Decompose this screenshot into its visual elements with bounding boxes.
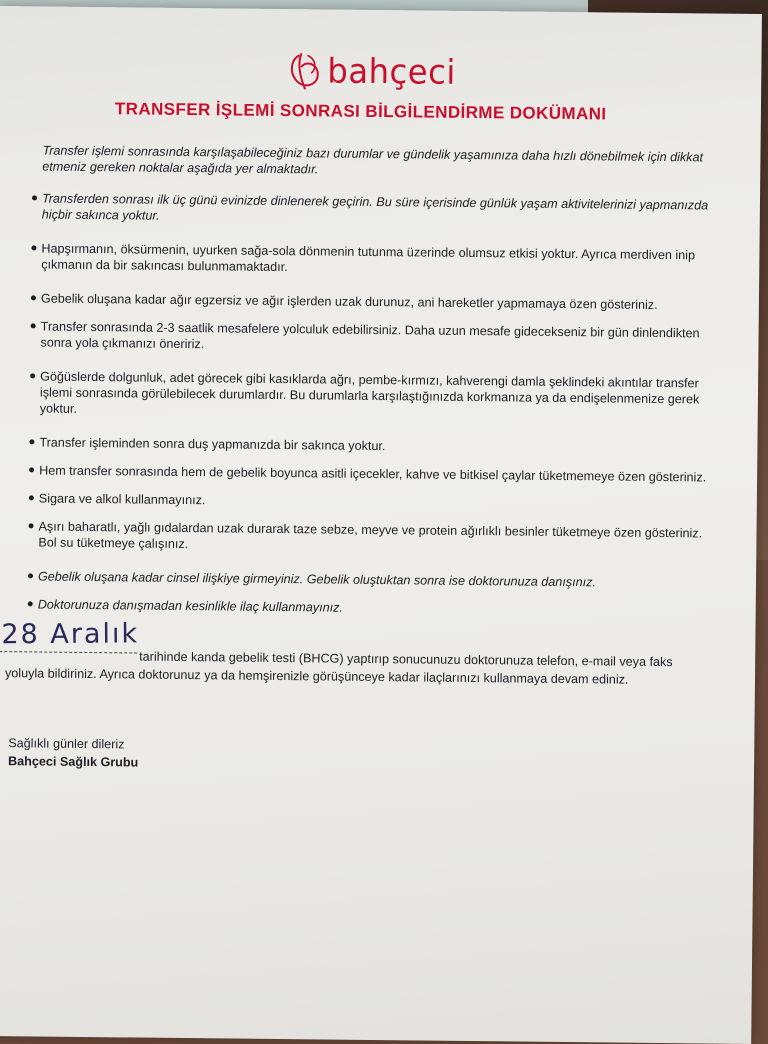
instruction-list (38, 190, 722, 619)
list-item-text: Gebelik oluşana kadar ağır egzersiz ve ağır işlerden uzak durunuz, ani hareketler yapmamaya özen gösteriniz. (40, 291, 658, 312)
list-item (40, 368, 720, 423)
greeting: Sağlıklı günler dileriz (8, 736, 125, 752)
document-body (38, 142, 723, 631)
list-item (39, 434, 719, 457)
list-item-text: Aşırı baharatlı, yağlı gıdalardan uzak durarak taze sebze, meyve ve protein ağırlıklı besinler tüketmeye özen gösteriniz. Bol su tüketmeye çalışınız. (38, 519, 703, 552)
closing-block (8, 734, 139, 771)
list-item (41, 290, 721, 313)
test-sentence: tarihinde kanda gebelik testi (BHCG) yaptırıp sonucunuzu doktorunuza telefon, e-mail veya faks yoluyla bildiriniz. Ayrıca doktorunuz ya da hemşirenizle görüşünceye kadar ilaçlarınızı kullanmaya devam ediniz. (4, 649, 673, 687)
list-item-text: Transferden sonrası ilk üç günü evinizde dinlenerek geçirin. Bu süre içerisinde günlük yaşam aktivitelerinizi yapmanızda hiçbir sakınca yoktur. (41, 191, 709, 223)
list-item (38, 568, 718, 591)
list-item (39, 490, 719, 513)
bullet-icon (31, 295, 36, 300)
document-title: TRANSFER İŞLEMİ SONRASI BİLGİLENDİRME DOKÜMANI (114, 99, 607, 124)
bullet-icon (29, 439, 34, 444)
bullet-icon (29, 495, 34, 500)
handwritten-date: 28 Aralık (1, 618, 140, 651)
brand-name: bahçeci (327, 51, 456, 93)
list-item-text: Sigara ve alkol kullanmayınız. (38, 491, 206, 508)
date-blank (5, 659, 139, 660)
list-item (38, 596, 718, 619)
list-item-text: Transfer işleminden sonra duş yapmanızda bir sakınca yoktur. (39, 435, 386, 454)
list-item-text: Transfer sonrasında 2-3 saatlik mesafelere yolculuk edebilirsiniz. Daha uzun mesafe gidecekseniz bir gün dinlendikten sonra yola çıkmanızı öneririz. (40, 319, 700, 352)
list-item (40, 318, 720, 357)
intro-paragraph: Transfer işlemi sonrasında karşılaşabileceğiniz bazı durumlar ve gündelik yaşamınıza daha hızlı dönebilmek için dikkat etmeniz gereken noktalar aşağıda yer almaktadır. (42, 143, 704, 177)
bullet-icon (32, 195, 37, 200)
list-item-text: Gebelik oluşana kadar cinsel ilişkiye girmeyiniz. Gebelik oluştuktan sonra ise doktorunuza danışınız. (37, 569, 596, 590)
bullet-icon (30, 373, 35, 378)
list-item (38, 518, 718, 557)
bullet-icon (31, 245, 36, 250)
brand-leaf-icon (287, 49, 323, 93)
signature: Bahçeci Sağlık Grubu (8, 754, 139, 770)
list-item (42, 190, 722, 229)
list-item-text: Hapşırmanın, öksürmenin, uyurken sağa-sola dönmenin tutunma üzerinde olumsuz etkisi yoktur. Ayrıca merdiven inip çıkmanın da bir sakıncası bulunmamaktadır. (41, 241, 696, 275)
list-item (41, 240, 721, 279)
bullet-icon (29, 467, 34, 472)
document-page (0, 6, 762, 1044)
bullet-icon (28, 573, 33, 578)
brand-logo (287, 49, 463, 95)
bullet-icon (31, 323, 36, 328)
list-item-text: Göğüslerde dolgunluk, adet görecek gibi kasıklarda ağrı, pembe-kırmızı, kahverengi damla şeklindeki akıntılar transfer işlemi sonrasında görülebilecek durumlardır. Bu durumlarla karşılaştığınızda korkmanıza ya da endişelenmenize gerek yoktur. (39, 369, 700, 416)
bullet-icon (28, 601, 33, 606)
pregnancy-test-paragraph (5, 646, 713, 689)
list-item-text: Hem transfer sonrasında hem de gebelik boyunca asitli içecekler, kahve ve bitkisel çaylar tüketmemeye özen gösteriniz. (39, 463, 707, 485)
bullet-icon (29, 523, 34, 528)
list-item-text: Doktorunuza danışmadan kesinlikle ilaç kullanmayınız. (37, 597, 343, 615)
list-item (39, 462, 719, 485)
